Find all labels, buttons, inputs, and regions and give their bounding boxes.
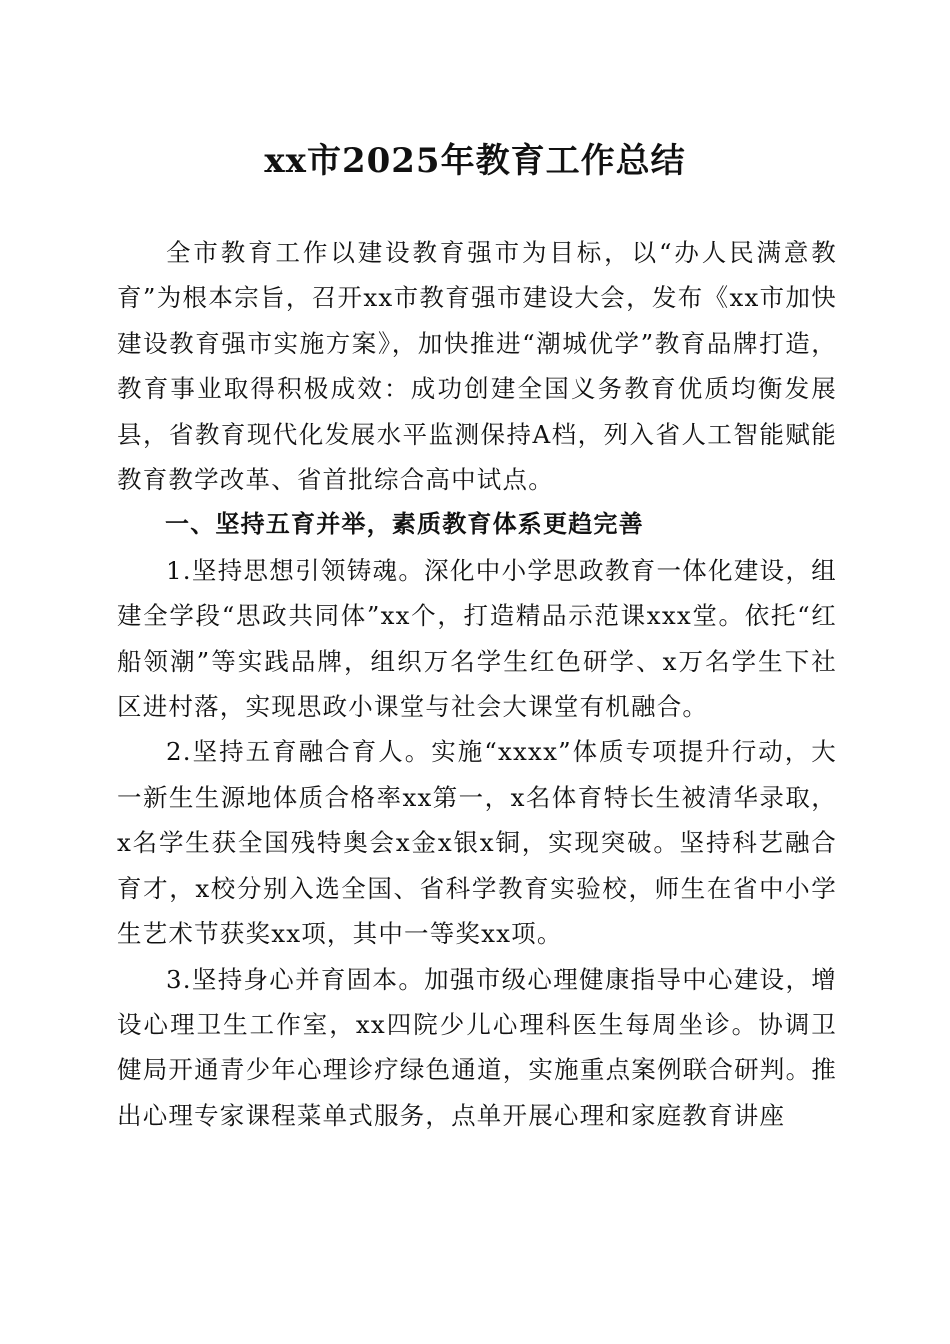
- section-heading-1: 一、坚持五育并举，素质教育体系更趋完善: [165, 510, 644, 539]
- section1-item-3: 3.坚持身心并育固本。加强市级心理健康指导中心建设，增设心理卫生工作室，xx四院少儿心理科医生每周坐诊。协调卫健局开通青少年心理诊疗绿色通道，实施重点案例联合研判。推出心理专家课程菜单式服务，点单开展心理和家庭教育讲座: [117, 964, 837, 1130]
- intro-paragraph: 全市教育工作以建设教育强市为目标，以“办人民满意教育”为根本宗旨，召开xx市教育强市建设大会，发布《xx市加快建设教育强市实施方案》，加快推进“潮城优学”教育品牌打造，教育事业取得积极成效：成功创建全国义务教育优质均衡发展县，省教育现代化发展水平监测保持A档，列入省人工智能赋能教育教学改革、省首批综合高中试点。: [117, 238, 837, 495]
- document-body: [117, 230, 837, 1138]
- document-title: xx市2025年教育工作总结: [264, 141, 686, 181]
- section1-item-1: 1.坚持思想引领铸魂。深化中小学思政教育一体化建设，组建全学段“思政共同体”xx个，打造精品示范课xxx堂。依托“红船领潮”等实践品牌，组织万名学生红色研学、x万名学生下社区进村落，实现思政小课堂与社会大课堂有机融合。: [117, 555, 837, 722]
- section1-item-2: 2.坚持五育融合育人。实施“xxxx”体质专项提升行动，大一新生生源地体质合格率xx第一，x名体育特长生被清华录取，x名学生获全国残特奥会x金x银x铜，实现突破。坚持科艺融合育才，x校分别入选全国、省科学教育实验校，师生在省中小学生艺术节获奖xx项，其中一等奖xx项。: [117, 737, 837, 949]
